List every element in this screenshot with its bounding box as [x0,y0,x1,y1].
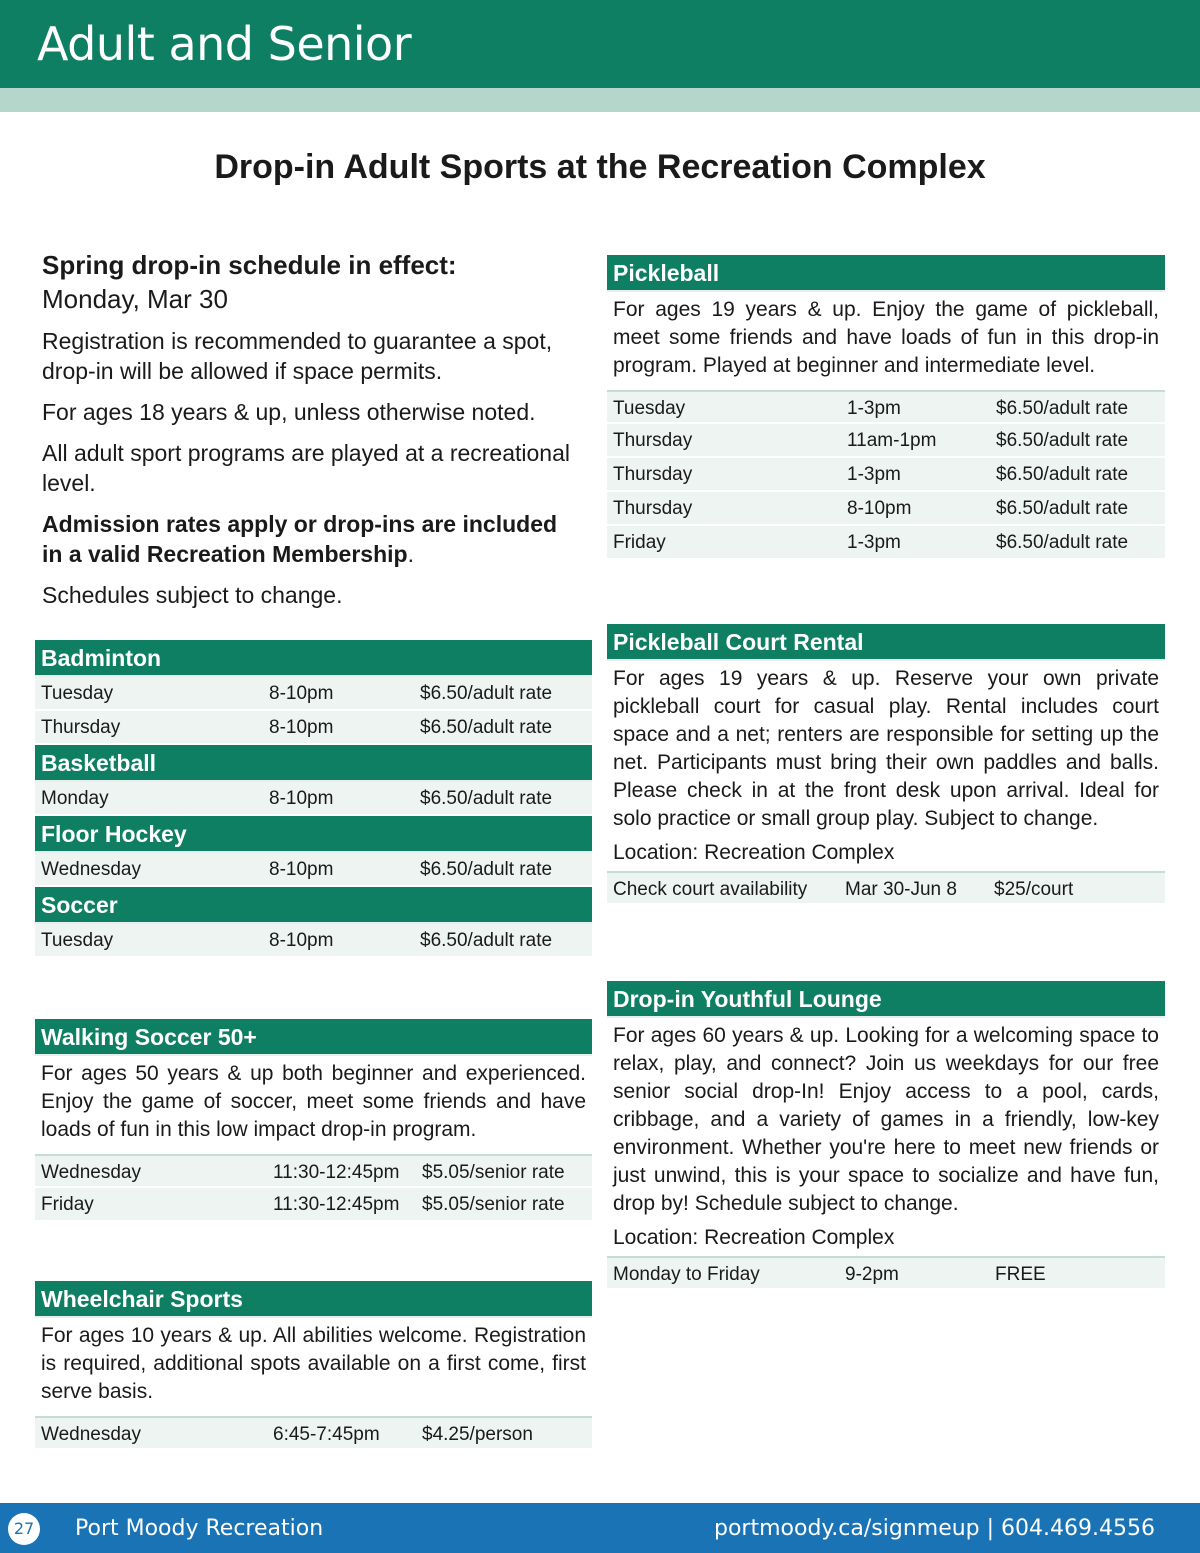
intro-paragraph: Registration is recommended to guarantee a spot, drop-in will be allowed if space permits. [42,328,553,384]
wheelchair-sports-header: Wheelchair Sports [35,1281,592,1318]
section-banner [0,0,1200,88]
wheelchair-sports-section [35,1281,592,1450]
table-row: Thursday 8-10pm $6.50/adult rate [35,711,592,745]
banner-stripe [0,88,1200,112]
intro-paragraph: Schedules subject to change. [42,582,343,608]
wheelchair-sports-description: For ages 10 years & up. All abilities welcome. Registration is required, additional spots available on a first come, first serve basis. [41,1324,586,1403]
court-rental-description: For ages 19 years & up. Reserve your own private pickleball court for casual play. Rental includes court space and a net; renters are responsible for setting up the net. Participants must bring their own paddles and balls. Please check in at the front desk upon arrival. Ideal for solo practice or small group play. Subject to change. [613,667,1159,830]
badminton-header: Badminton [35,640,592,677]
table-row: Monday to Friday 9-2pm FREE [607,1256,1165,1290]
table-row: Tuesday 8-10pm $6.50/adult rate [35,924,592,958]
table-row: Friday 11:30-12:45pm $5.05/senior rate [35,1188,592,1222]
youthful-lounge-header: Drop-in Youthful Lounge [607,981,1165,1018]
youthful-lounge-section [607,981,1165,1290]
table-row: Tuesday 8-10pm $6.50/adult rate [35,677,592,711]
schedule-date: Monday, Mar 30 [42,284,228,314]
table-row: Wednesday 6:45-7:45pm $4.25/person [35,1416,592,1450]
table-row: Thursday 11am-1pm $6.50/adult rate [607,424,1165,458]
table-row: Thursday 1-3pm $6.50/adult rate [607,458,1165,492]
youthful-lounge-description: For ages 60 years & up. Looking for a welcoming space to relax, play, and connect? Join us weekdays for our free senior social drop-In! Enjoy access to a pool, cards, cribbage, and a variety of games in a friendly, low-key environment. Whether you're here to meet new friends or just unwind, this is your space to socialize and have fun, drop by! Schedule subject to change. [613,1024,1159,1215]
page-number: 27 [8,1513,40,1545]
section-title: Adult and Senior [37,17,412,71]
court-rental-header: Pickleball Court Rental [607,624,1165,661]
footer-contact: portmoody.ca/signmeup | 604.469.4556 [714,1516,1155,1541]
pickleball-header: Pickleball [607,255,1165,292]
intro-text [42,248,582,621]
sports-schedule-table [35,640,592,958]
pickleball-description: For ages 19 years & up. Enjoy the game of pickleball, meet some friends and have loads of fun in this drop-in program. Played at beginner and intermediate level. [613,298,1159,377]
page-footer [0,1503,1200,1553]
table-row: Friday 1-3pm $6.50/adult rate [607,526,1165,560]
table-row: Wednesday 8-10pm $6.50/adult rate [35,853,592,887]
soccer-header: Soccer [35,887,592,924]
floor-hockey-header: Floor Hockey [35,816,592,853]
intro-paragraph: All adult sport programs are played at a recreational level. [42,440,571,496]
table-row: Wednesday 11:30-12:45pm $5.05/senior rate [35,1154,592,1188]
walking-soccer-header: Walking Soccer 50+ [35,1019,592,1056]
youthful-lounge-location: Location: Recreation Complex [613,1226,895,1249]
court-rental-location: Location: Recreation Complex [613,841,895,864]
basketball-header: Basketball [35,745,592,782]
walking-soccer-description: For ages 50 years & up both beginner and experienced. Enjoy the game of soccer, meet some friends and have loads of fun in this low impact drop-in program. [41,1062,586,1141]
table-row: Thursday 8-10pm $6.50/adult rate [607,492,1165,526]
table-row: Check court availability Mar 30-Jun 8 $25/court [607,871,1165,905]
table-row: Monday 8-10pm $6.50/adult rate [35,782,592,816]
walking-soccer-section [35,1019,592,1222]
schedule-lead: Spring drop-in schedule in effect: [42,250,457,280]
pickleball-section [607,255,1165,560]
intro-paragraph: For ages 18 years & up, unless otherwise noted. [42,399,536,425]
table-row: Tuesday 1-3pm $6.50/adult rate [607,390,1165,424]
admission-note: Admission rates apply or drop-ins are included in a valid Recreation Membership [42,511,558,567]
court-rental-section [607,624,1165,905]
intro-paragraph: Admission rates apply or drop-ins are included in a valid Recreation Membership. [42,511,558,567]
page-title: Drop-in Adult Sports at the Recreation Complex [214,148,986,186]
footer-organization: Port Moody Recreation [75,1516,324,1541]
